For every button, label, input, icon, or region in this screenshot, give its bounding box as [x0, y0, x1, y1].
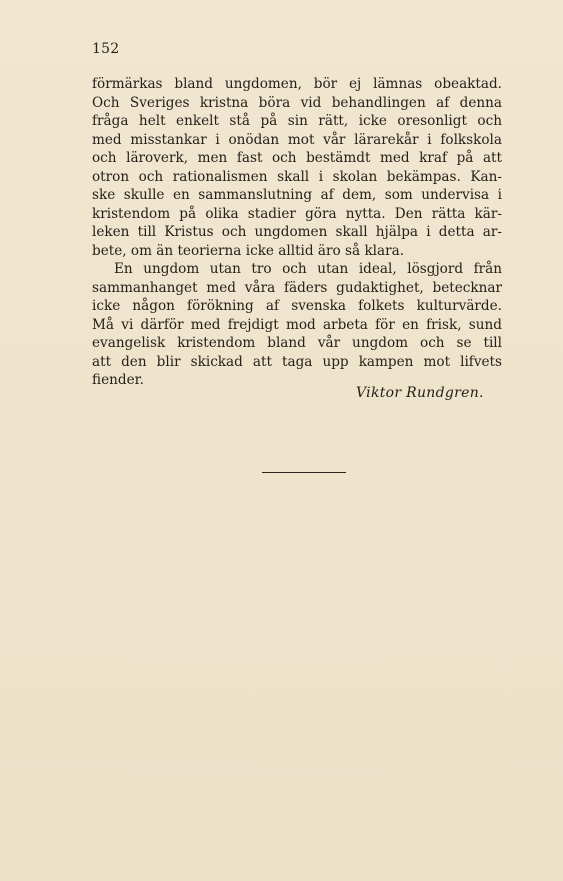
text-line: kristendom på olika stadier göra nytta. Den rätta kär- [92, 205, 502, 222]
text-line: sammanhanget med våra fäders gudaktighet, betecknar [92, 279, 502, 296]
page-number: 152 [92, 41, 120, 57]
text-line: ske skulle en sammanslutning af dem, som undervisa i [92, 187, 502, 203]
text-line: med misstankar i onödan mot vår lärarekår i folkskola [92, 131, 502, 148]
text-line: bete, om än teorierna icke alltid äro så klara. [92, 242, 405, 259]
author-signature: Viktor Rundgren. [356, 385, 484, 401]
body-text [92, 75, 502, 390]
text-line: icke någon förökning af svenska folkets kulturvärde. [92, 298, 502, 314]
text-line: fråga helt enkelt stå på sin rätt, icke oresonligt och [92, 113, 502, 129]
text-line: fiender. [92, 372, 144, 388]
text-line: otron och rationalismen skall i skolan bekämpas. Kan- [92, 168, 502, 185]
text-line: En ungdom utan tro och utan ideal, lösgjord från [114, 261, 502, 277]
text-line: förmärkas bland ungdomen, bör ej lämnas obeaktad. [92, 76, 502, 92]
text-line: och läroverk, men fast och bestämdt med kraf på att [92, 150, 502, 166]
text-line: evangelisk kristendom bland vår ungdom och se till [92, 335, 502, 351]
text-line: Må vi därför med frejdigt mod arbeta för en frisk, sund [92, 316, 502, 333]
text-line: Och Sveriges kristna böra vid behandlingen af denna [92, 94, 502, 111]
text-line: att den blir skickad att taga upp kampen mot lifvets [92, 353, 502, 370]
section-divider [262, 472, 346, 473]
text-line: leken till Kristus och ungdomen skall hjälpa i detta ar- [92, 224, 502, 240]
